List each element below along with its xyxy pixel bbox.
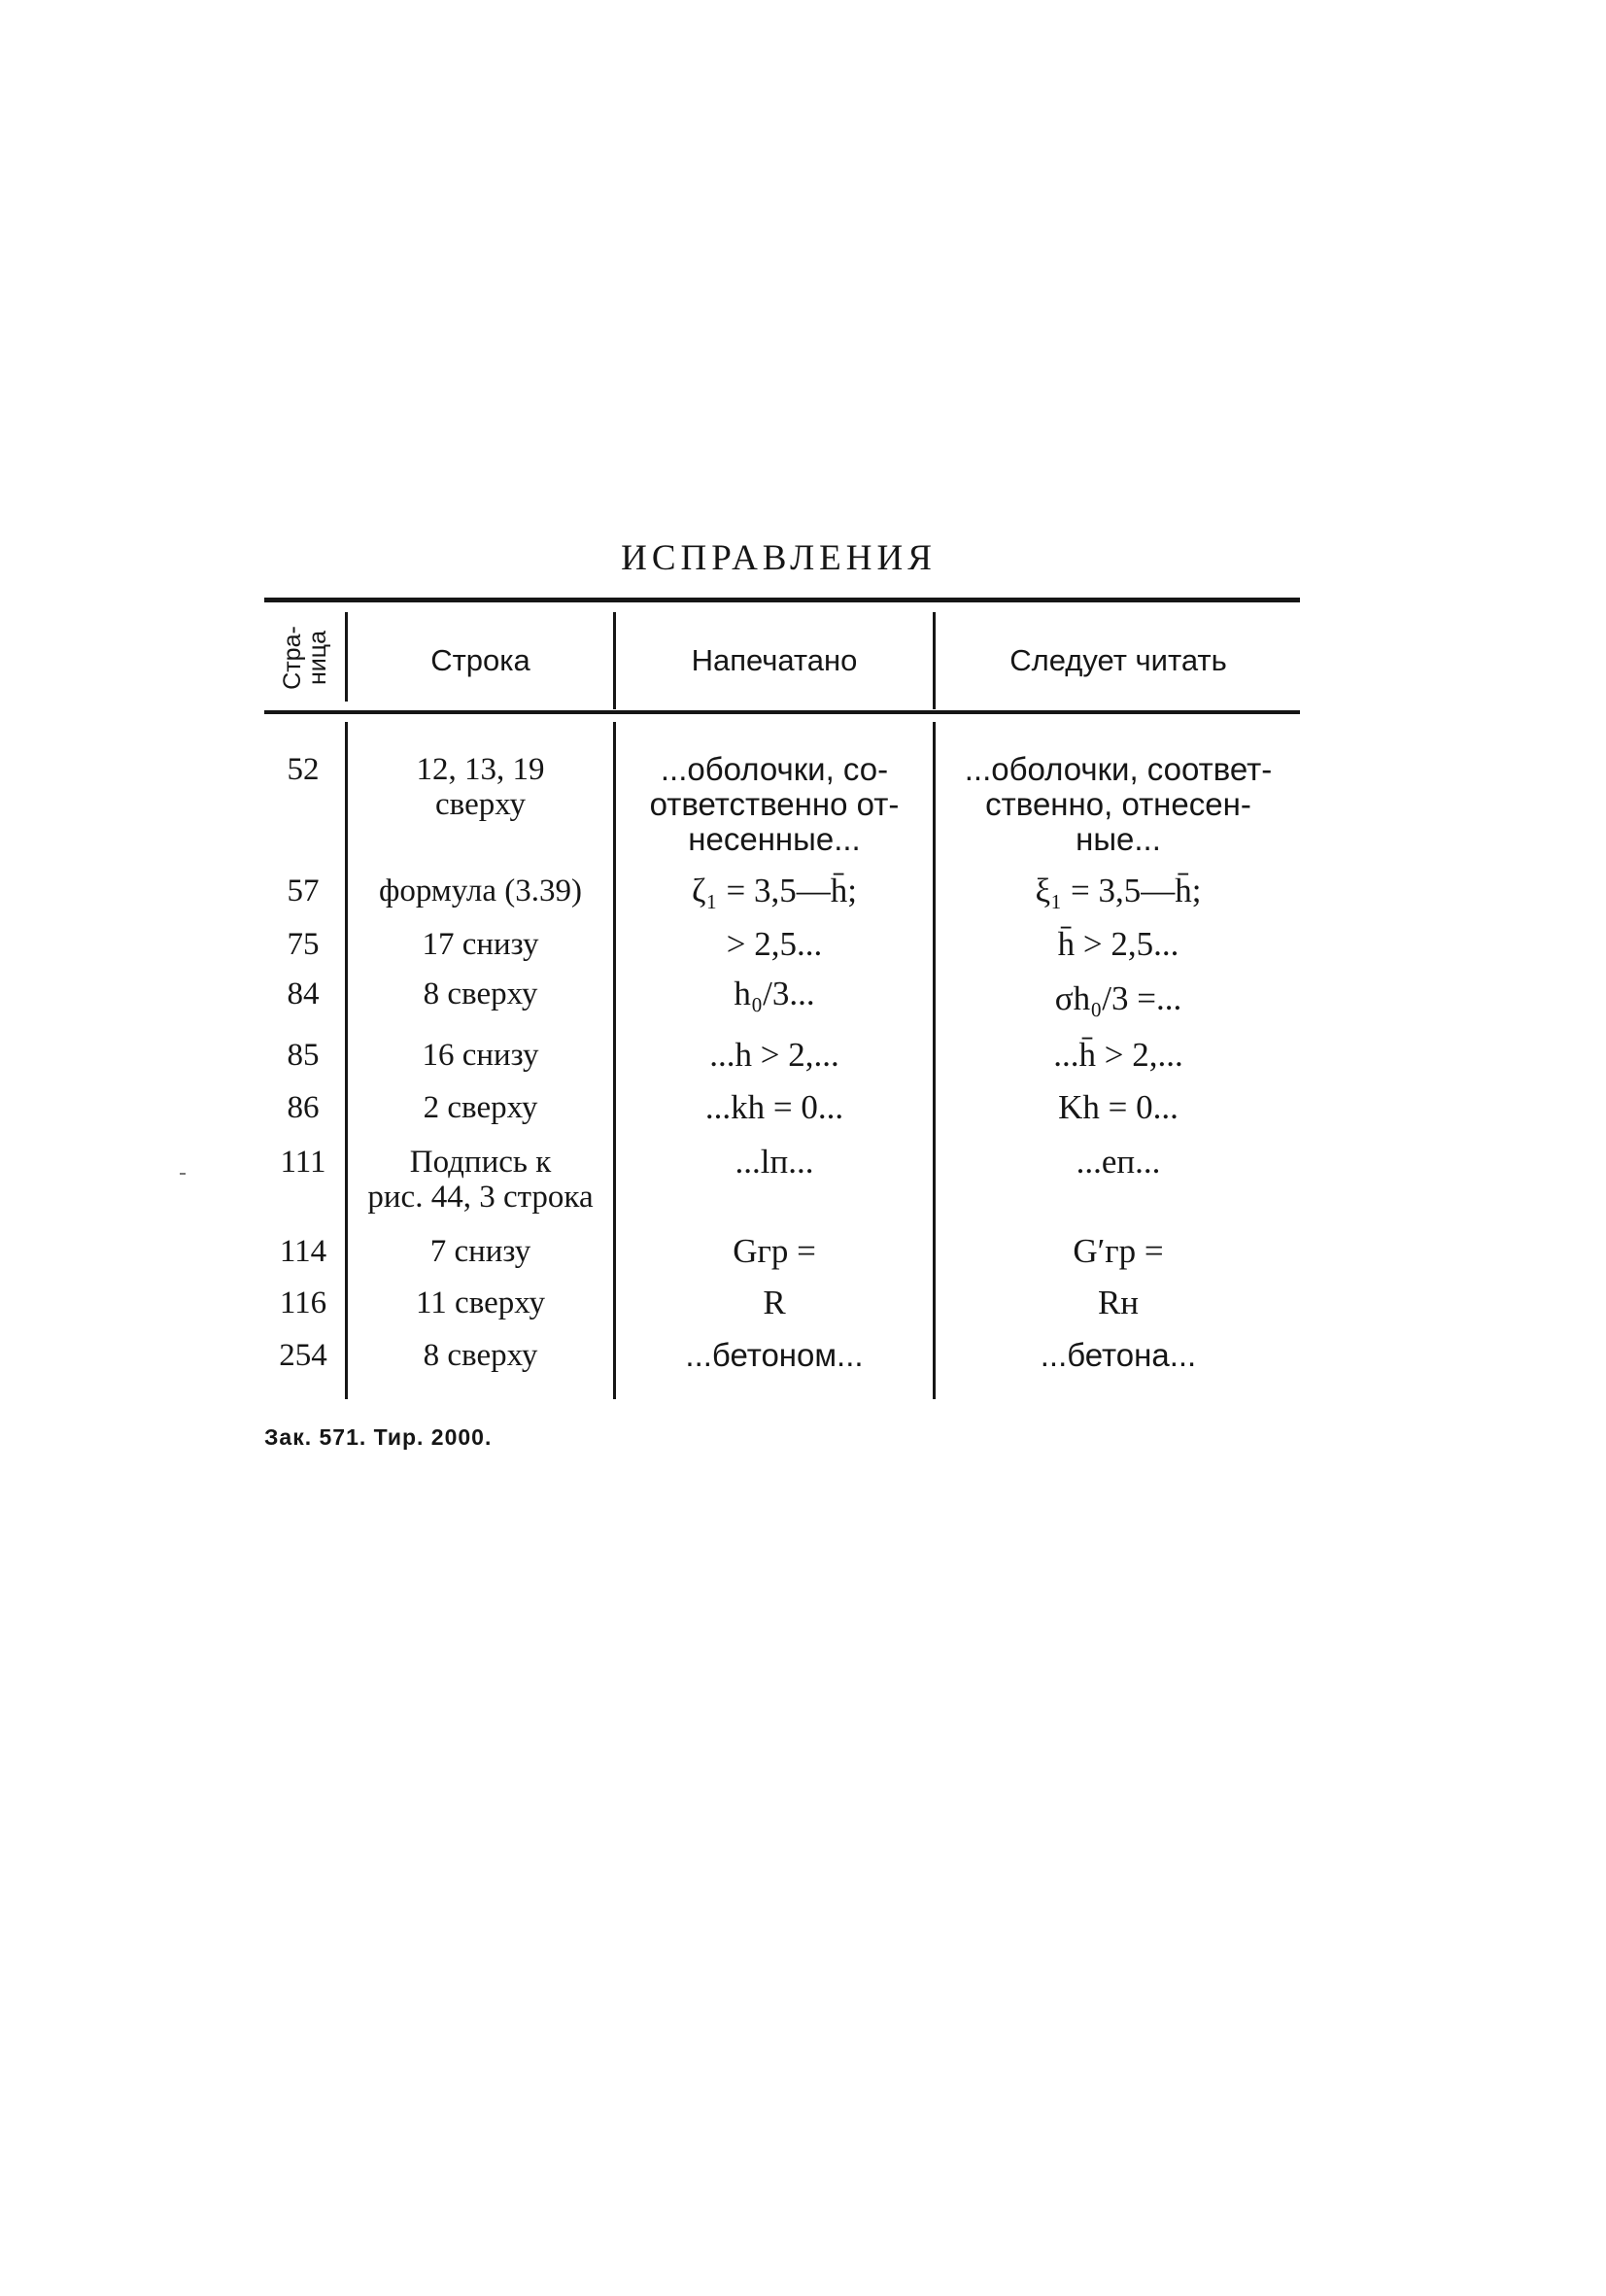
- row-1-printed-text: ...оболочки, со- ответственно от- несенные...: [649, 751, 900, 857]
- row-8-printed: Gгр =: [733, 1232, 816, 1270]
- row-4-line: 8 сверху: [423, 977, 538, 1011]
- row-1-printed: [616, 752, 933, 857]
- row-6-read: Kh = 0...: [1058, 1088, 1179, 1126]
- header-page-label: Стра-ница: [279, 626, 331, 690]
- row-5-printed: ...h > 2,...: [709, 1036, 839, 1074]
- header-read: Следует читать: [1009, 643, 1227, 677]
- row-4-read: σh₀/3 =...: [1054, 979, 1182, 1017]
- page-title: ИСПРАВЛЕНИЯ: [621, 538, 937, 578]
- row-9-page: 116: [279, 1285, 327, 1320]
- row-10-printed: ...бетоном...: [685, 1337, 864, 1373]
- row-3-read: h̄ > 2,5...: [1057, 925, 1179, 963]
- row-7-read: ...eп...: [1076, 1143, 1161, 1181]
- row-3-printed: > 2,5...: [726, 925, 823, 963]
- row-2-read: ξ₁ = 3,5—h̄;: [1035, 872, 1202, 909]
- row-10-line: 8 сверху: [423, 1338, 538, 1373]
- scan-mark: [180, 1173, 186, 1175]
- header-rule: [264, 710, 1300, 714]
- print-footer: Зак. 571. Тир. 2000.: [264, 1424, 493, 1450]
- row-8-line: 7 снизу: [429, 1234, 531, 1269]
- row-7-printed: ...lп...: [735, 1143, 814, 1181]
- row-1-read-text: ...оболочки, соответ- ственно, отнесен- ные...: [964, 751, 1273, 857]
- row-3-line: 17 снизу: [422, 927, 539, 962]
- row-8-read: G′гр =: [1073, 1232, 1164, 1270]
- row-5-page: 85: [287, 1038, 320, 1073]
- row-1-page: 52: [287, 752, 320, 787]
- row-1-read: [936, 752, 1301, 857]
- row-7-page: 111: [280, 1145, 326, 1180]
- row-9-printed: R: [763, 1284, 786, 1321]
- row-9-read: Rн: [1097, 1284, 1140, 1321]
- row-1-line: [348, 752, 613, 822]
- row-10-page: 254: [279, 1338, 327, 1373]
- row-4-printed: h₀/3...: [734, 975, 815, 1012]
- row-6-page: 86: [287, 1090, 320, 1125]
- row-4-page: 84: [287, 977, 320, 1011]
- row-5-line: 16 снизу: [422, 1038, 539, 1073]
- row-7-line-text: Подпись к рис. 44, 3 строка: [367, 1145, 594, 1215]
- header-printed: Напечатано: [691, 643, 858, 677]
- top-rule: [264, 598, 1300, 602]
- row-8-page: 114: [279, 1234, 327, 1269]
- row-5-read: ...h̄ > 2,...: [1053, 1036, 1183, 1074]
- row-2-page: 57: [287, 874, 320, 908]
- row-2-line: формула (3.39): [379, 874, 582, 908]
- row-6-line: 2 сверху: [423, 1090, 538, 1125]
- row-2-printed: ζ₁ = 3,5—h̄;: [692, 872, 857, 909]
- row-10-read: ...бетона...: [1040, 1337, 1197, 1373]
- row-9-line: 11 сверху: [416, 1285, 545, 1320]
- header-page: [279, 614, 331, 702]
- row-1-line-text: 12, 13, 19 сверху: [416, 752, 545, 822]
- row-3-page: 75: [287, 927, 320, 962]
- row-6-printed: ...kh = 0...: [704, 1088, 844, 1126]
- row-7-line: [348, 1145, 613, 1215]
- header-line: Строка: [430, 643, 530, 677]
